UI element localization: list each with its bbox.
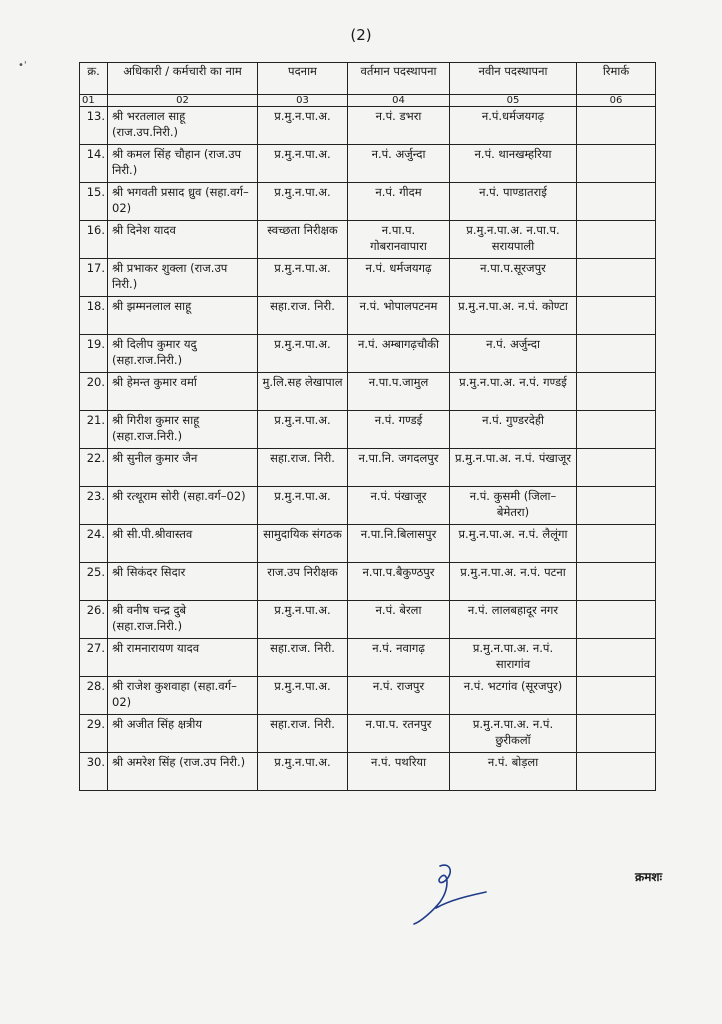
name-cell: श्री सी.पी.श्रीवास्तव <box>108 525 258 563</box>
designation-cell: प्र.मु.न.पा.अ. <box>258 183 348 221</box>
designation-cell: प्र.मु.न.पा.अ. <box>258 259 348 297</box>
remark-cell <box>577 297 656 335</box>
designation-cell: प्र.मु.न.पा.अ. <box>258 107 348 145</box>
page-number: (2) <box>350 26 372 44</box>
name-cell: श्री प्रभाकर शुक्ला (राज.उप निरी.) <box>108 259 258 297</box>
remark-cell <box>577 411 656 449</box>
remark-cell <box>577 487 656 525</box>
new-posting-cell: प्र.मु.न.पा.अ. न.पं. छुरीकलॉ <box>450 715 577 753</box>
designation-cell: प्र.मु.न.पा.अ. <box>258 487 348 525</box>
name-cell: श्री रामनारायण यादव <box>108 639 258 677</box>
current-posting-cell: न.पा.प. रतनपुर <box>348 715 450 753</box>
serial-cell: 27. <box>80 639 108 677</box>
index-02: 02 <box>108 95 258 107</box>
designation-cell: प्र.मु.न.पा.अ. <box>258 145 348 183</box>
designation-cell: सहा.राज. निरी. <box>258 715 348 753</box>
name-cell: श्री भरतलाल साहू (राज.उप.निरी.) <box>108 107 258 145</box>
serial-cell: 29. <box>80 715 108 753</box>
transfer-table <box>79 62 656 791</box>
name-cell: श्री भगवती प्रसाद ध्रुव (सहा.वर्ग–02) <box>108 183 258 221</box>
table-row <box>80 107 656 145</box>
remark-cell <box>577 449 656 487</box>
current-posting-cell: न.पं. गीदम <box>348 183 450 221</box>
name-cell: श्री सिकंदर सिदार <box>108 563 258 601</box>
new-posting-cell: न.पं. कुसमी (जिला–बेमेतरा) <box>450 487 577 525</box>
current-posting-cell: न.पं. अर्जुन्दा <box>348 145 450 183</box>
new-posting-cell: प्र.मु.न.पा.अ. न.पं. पटना <box>450 563 577 601</box>
index-04: 04 <box>348 95 450 107</box>
remark-cell <box>577 639 656 677</box>
serial-cell: 14. <box>80 145 108 183</box>
designation-cell: सहा.राज. निरी. <box>258 639 348 677</box>
new-posting-cell: प्र.मु.न.पा.अ. न.पं. सारागांव <box>450 639 577 677</box>
serial-cell: 18. <box>80 297 108 335</box>
name-cell: श्री अमरेश सिंह (राज.उप निरी.) <box>108 753 258 791</box>
new-posting-cell: प्र.मु.न.पा.अ. न.पं. कोण्टा <box>450 297 577 335</box>
serial-cell: 16. <box>80 221 108 259</box>
new-posting-cell: न.पं. भटगांव (सूरजपुर) <box>450 677 577 715</box>
table-row <box>80 183 656 221</box>
new-posting-cell: प्र.मु.न.पा.अ. न.पं. पंखाजूर <box>450 449 577 487</box>
signature <box>410 858 490 928</box>
serial-cell: 13. <box>80 107 108 145</box>
table-row <box>80 449 656 487</box>
name-cell: श्री सुनील कुमार जैन <box>108 449 258 487</box>
header-remark: रिमार्क <box>577 63 656 95</box>
designation-cell: प्र.मु.न.पा.अ. <box>258 753 348 791</box>
serial-cell: 24. <box>80 525 108 563</box>
serial-cell: 20. <box>80 373 108 411</box>
designation-cell: सहा.राज. निरी. <box>258 297 348 335</box>
name-cell: श्री दिलीप कुमार यदु (सहा.राज.निरी.) <box>108 335 258 373</box>
name-cell: श्री दिनेश यादव <box>108 221 258 259</box>
current-posting-cell: न.पं. भोपालपटनम <box>348 297 450 335</box>
remark-cell <box>577 715 656 753</box>
margin-marks: •' <box>18 60 27 71</box>
new-posting-cell: न.पं. थानखम्हरिया <box>450 145 577 183</box>
index-01: 01 <box>80 95 108 107</box>
name-cell: श्री गिरीश कुमार साहू (सहा.राज.निरी.) <box>108 411 258 449</box>
serial-cell: 23. <box>80 487 108 525</box>
table-row <box>80 487 656 525</box>
serial-cell: 17. <box>80 259 108 297</box>
designation-cell: प्र.मु.न.पा.अ. <box>258 335 348 373</box>
remark-cell <box>577 753 656 791</box>
table-header-row <box>80 63 656 95</box>
designation-cell: सामुदायिक संगठक <box>258 525 348 563</box>
current-posting-cell: न.पं. गण्डई <box>348 411 450 449</box>
new-posting-cell: प्र.मु.न.पा.अ. न.पं. लैलूंगा <box>450 525 577 563</box>
remark-cell <box>577 335 656 373</box>
current-posting-cell: न.पा.प.बैकुण्ठपुर <box>348 563 450 601</box>
remark-cell <box>577 221 656 259</box>
designation-cell: मु.लि.सह लेखापाल <box>258 373 348 411</box>
new-posting-cell: न.पं. बोड़ला <box>450 753 577 791</box>
table-row <box>80 715 656 753</box>
name-cell: श्री रत्थूराम सोरी (सहा.वर्ग–02) <box>108 487 258 525</box>
new-posting-cell: न.पं. पाण्डातराई <box>450 183 577 221</box>
current-posting-cell: न.पा.प.जामुल <box>348 373 450 411</box>
table-row <box>80 259 656 297</box>
name-cell: श्री हेमन्त कुमार वर्मा <box>108 373 258 411</box>
remark-cell <box>577 601 656 639</box>
table-row <box>80 335 656 373</box>
name-cell: श्री वनीष चन्द्र दुबे (सहा.राज.निरी.) <box>108 601 258 639</box>
serial-cell: 15. <box>80 183 108 221</box>
index-03: 03 <box>258 95 348 107</box>
remark-cell <box>577 259 656 297</box>
table-body <box>80 107 656 791</box>
new-posting-cell: न.पं.धर्मजयगढ़ <box>450 107 577 145</box>
table-row <box>80 221 656 259</box>
current-posting-cell: न.पा.नि.बिलासपुर <box>348 525 450 563</box>
column-index-row <box>80 95 656 107</box>
remark-cell <box>577 525 656 563</box>
header-designation: पदनाम <box>258 63 348 95</box>
designation-cell: स्वच्छता निरीक्षक <box>258 221 348 259</box>
designation-cell: प्र.मु.न.पा.अ. <box>258 601 348 639</box>
designation-cell: राज.उप निरीक्षक <box>258 563 348 601</box>
name-cell: श्री कमल सिंह चौहान (राज.उप निरी.) <box>108 145 258 183</box>
serial-cell: 19. <box>80 335 108 373</box>
serial-cell: 26. <box>80 601 108 639</box>
table-row <box>80 411 656 449</box>
new-posting-cell: न.पं. अर्जुन्दा <box>450 335 577 373</box>
table-row <box>80 639 656 677</box>
remark-cell <box>577 183 656 221</box>
new-posting-cell: प्र.मु.न.पा.अ. न.पं. गण्डई <box>450 373 577 411</box>
new-posting-cell: न.पं. गुण्डरदेही <box>450 411 577 449</box>
serial-cell: 22. <box>80 449 108 487</box>
name-cell: श्री राजेश कुशवाहा (सहा.वर्ग–02) <box>108 677 258 715</box>
table-row <box>80 753 656 791</box>
serial-cell: 25. <box>80 563 108 601</box>
serial-cell: 21. <box>80 411 108 449</box>
table-row <box>80 525 656 563</box>
table-row <box>80 145 656 183</box>
current-posting-cell: न.पं. नवागढ़ <box>348 639 450 677</box>
table-row <box>80 563 656 601</box>
table-row <box>80 677 656 715</box>
designation-cell: सहा.राज. निरी. <box>258 449 348 487</box>
table-row <box>80 297 656 335</box>
current-posting-cell: न.पं. पंखाजूर <box>348 487 450 525</box>
table-row <box>80 373 656 411</box>
designation-cell: प्र.मु.न.पा.अ. <box>258 677 348 715</box>
new-posting-cell: न.पा.प.सूरजपुर <box>450 259 577 297</box>
current-posting-cell: न.पा.नि. जगदलपुर <box>348 449 450 487</box>
header-serial: क्र. <box>80 63 108 95</box>
current-posting-cell: न.पं. डभरा <box>348 107 450 145</box>
designation-cell: प्र.मु.न.पा.अ. <box>258 411 348 449</box>
new-posting-cell: प्र.मु.न.पा.अ. न.पा.प. सरायपाली <box>450 221 577 259</box>
name-cell: श्री अजीत सिंह क्षत्रीय <box>108 715 258 753</box>
remark-cell <box>577 563 656 601</box>
name-cell: श्री झम्मनलाल साहू <box>108 297 258 335</box>
current-posting-cell: न.पं. बेरला <box>348 601 450 639</box>
remark-cell <box>577 373 656 411</box>
remark-cell <box>577 107 656 145</box>
current-posting-cell: न.पं. राजपुर <box>348 677 450 715</box>
remark-cell <box>577 145 656 183</box>
current-posting-cell: न.पं. पथरिया <box>348 753 450 791</box>
table-row <box>80 601 656 639</box>
serial-cell: 30. <box>80 753 108 791</box>
serial-cell: 28. <box>80 677 108 715</box>
new-posting-cell: न.पं. लालबहादूर नगर <box>450 601 577 639</box>
current-posting-cell: न.पा.प. गोबरानवापारा <box>348 221 450 259</box>
remark-cell <box>577 677 656 715</box>
header-name: अधिकारी / कर्मचारी का नाम <box>108 63 258 95</box>
header-new-posting: नवीन पदस्थापना <box>450 63 577 95</box>
current-posting-cell: न.पं. धर्मजयगढ़ <box>348 259 450 297</box>
continued-label: क्रमशः <box>635 870 662 884</box>
header-current-posting: वर्तमान पदस्थापना <box>348 63 450 95</box>
current-posting-cell: न.पं. अम्बागढ़चौकी <box>348 335 450 373</box>
index-06: 06 <box>577 95 656 107</box>
index-05: 05 <box>450 95 577 107</box>
